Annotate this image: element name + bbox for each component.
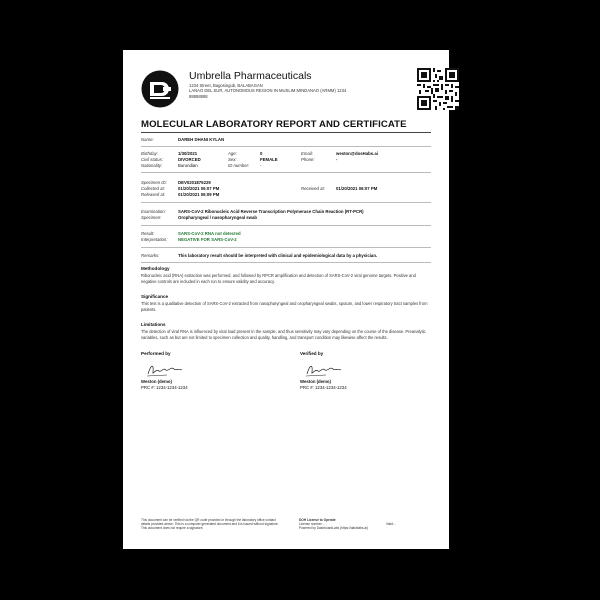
verified-signature-icon — [304, 362, 344, 378]
license-number: License number: - — [299, 522, 325, 526]
email-value: weston@dosHabs.ai — [336, 151, 378, 156]
title-divider — [141, 132, 431, 133]
name-label: Name: — [141, 137, 154, 142]
specimen-label: Specimen: — [141, 215, 162, 220]
valid-until: Valid: - — [386, 522, 396, 526]
exam-divider — [141, 225, 431, 226]
specimen-value: Oropharyngeal / nasopharyngeal swab — [178, 215, 258, 220]
address-line-1: 1234 Street, Bagosingub, BALABAGAN — [189, 83, 263, 88]
nationality-value: Burundian — [178, 163, 198, 168]
result-value: SARS-CoV-2 RNA not detected — [178, 231, 241, 236]
remarks-value: This laboratory result should be interpreted with clinical and epidemiological data by a physician. — [178, 253, 378, 258]
civil-status-label: Civil status: — [141, 157, 163, 162]
sex-label: Sex: — [228, 157, 237, 162]
limitations-heading: Limitations — [141, 322, 166, 327]
performed-name: Weston (demo) — [141, 379, 172, 384]
released-label: Released at: — [141, 192, 166, 197]
birthday-label: Birthday: — [141, 151, 158, 156]
released-value: 01/20/2021 06:09 PM — [178, 192, 220, 197]
civil-status-value: DIVORCED — [178, 157, 201, 162]
footer-verification-note: This document can be verified via the QR code provided or through the laboratory office contact details provided above. This is a computer generated document and it is issued without signature. This document does not require a signature. — [141, 518, 279, 530]
significance-text: This test is a qualitative detection of SARS-CoV-2 extracted from nasopharyngeal and oropharyngeal swabs, sputum, and lower respiratory tract samples from patients. — [141, 301, 428, 312]
footer-license — [299, 518, 399, 530]
email-label: Email: — [301, 151, 313, 156]
umbrella-logo-icon — [141, 70, 179, 108]
company-address — [189, 83, 379, 99]
performed-signature-icon — [145, 362, 185, 378]
remarks-divider — [141, 262, 431, 263]
age-label: Age: — [228, 151, 237, 156]
id-number-label: ID number: — [228, 163, 250, 168]
performed-prc: PRC #: 1234-1234-1234 — [141, 385, 188, 390]
company-name: Umbrella Pharmaceuticals — [189, 70, 312, 82]
powered-by: Powered by DashboardLabs (https://dashlabs.ai) — [299, 526, 368, 530]
received-label: Received at: — [301, 186, 325, 191]
id-number-value: - — [260, 163, 262, 168]
patient-divider — [141, 172, 431, 173]
examination-label: Examination: — [141, 209, 166, 214]
verified-prc: PRC #: 1234-1234-1234 — [300, 385, 347, 390]
performed-by-label: Performed by — [141, 351, 171, 356]
qr-code-icon — [417, 68, 459, 110]
certificate-page — [123, 50, 449, 549]
limitations-text: The detection of viral RNA is influenced by viral load present in the sample, and thus sensitivity may vary depending on the course of the disease. Preanalytic variables, such as but are not limited to specimen collection and quality, handling, and transport condition may likewise affect the results. — [141, 329, 426, 340]
sex-value: FEMALE — [260, 157, 278, 162]
methodology-heading: Methodology — [141, 266, 170, 271]
specimen-id-label: Specimen ID: — [141, 180, 167, 185]
specimen-id-value: DEV0201875229 — [178, 180, 211, 185]
interpretation-label: Interpretation: — [141, 237, 168, 242]
verified-name: Weston (demo) — [300, 379, 331, 384]
nationality-label: Nationality: — [141, 163, 163, 168]
birthday-value: 1/30/2021 — [178, 151, 198, 156]
company-phone: 88888888 — [189, 93, 208, 99]
significance-heading: Significance — [141, 294, 169, 299]
received-value: 01/20/2021 06:07 PM — [336, 186, 378, 191]
collected-label: Collected at: — [141, 186, 165, 191]
patient-name: DAREH DHANI KYLAN — [178, 137, 225, 142]
report-title: MOLECULAR LABORATORY REPORT AND CERTIFICATE — [141, 119, 407, 130]
examination-value: SARS-CoV-2 Ribonucleic Acid Reverse Transcription Polymerase Chain Reaction (RT-PCR) — [178, 209, 364, 214]
collected-value: 01/20/2021 06:07 PM — [178, 186, 220, 191]
address-line-2: LANAO DEL SUR, AUTONOMOUS REGION IN MUSLIM MINDANAO (ARMM) 1234 — [189, 88, 347, 94]
result-divider — [141, 247, 431, 248]
phone-value: - — [336, 157, 338, 162]
methodology-text: Ribonucleic acid (RNA) extraction was performed, and followed by RPCR amplification and detection of SARS-CoV-2 viral genome targets. Positive and negative controls are included in each run to ensure validity and accuracy. — [141, 273, 416, 284]
license-title: DOH License to Operate — [299, 518, 336, 522]
name-divider — [141, 146, 431, 147]
specimen-divider — [141, 202, 431, 203]
verified-by-label: Verified by — [300, 351, 324, 356]
age-value: 0 — [260, 151, 263, 156]
phone-label: Phone: — [301, 157, 315, 162]
result-label: Result: — [141, 231, 155, 236]
remarks-label: Remarks: — [141, 253, 160, 258]
interpretation-value: NEGATIVE FOR SARS-CoV-2 — [178, 237, 237, 242]
